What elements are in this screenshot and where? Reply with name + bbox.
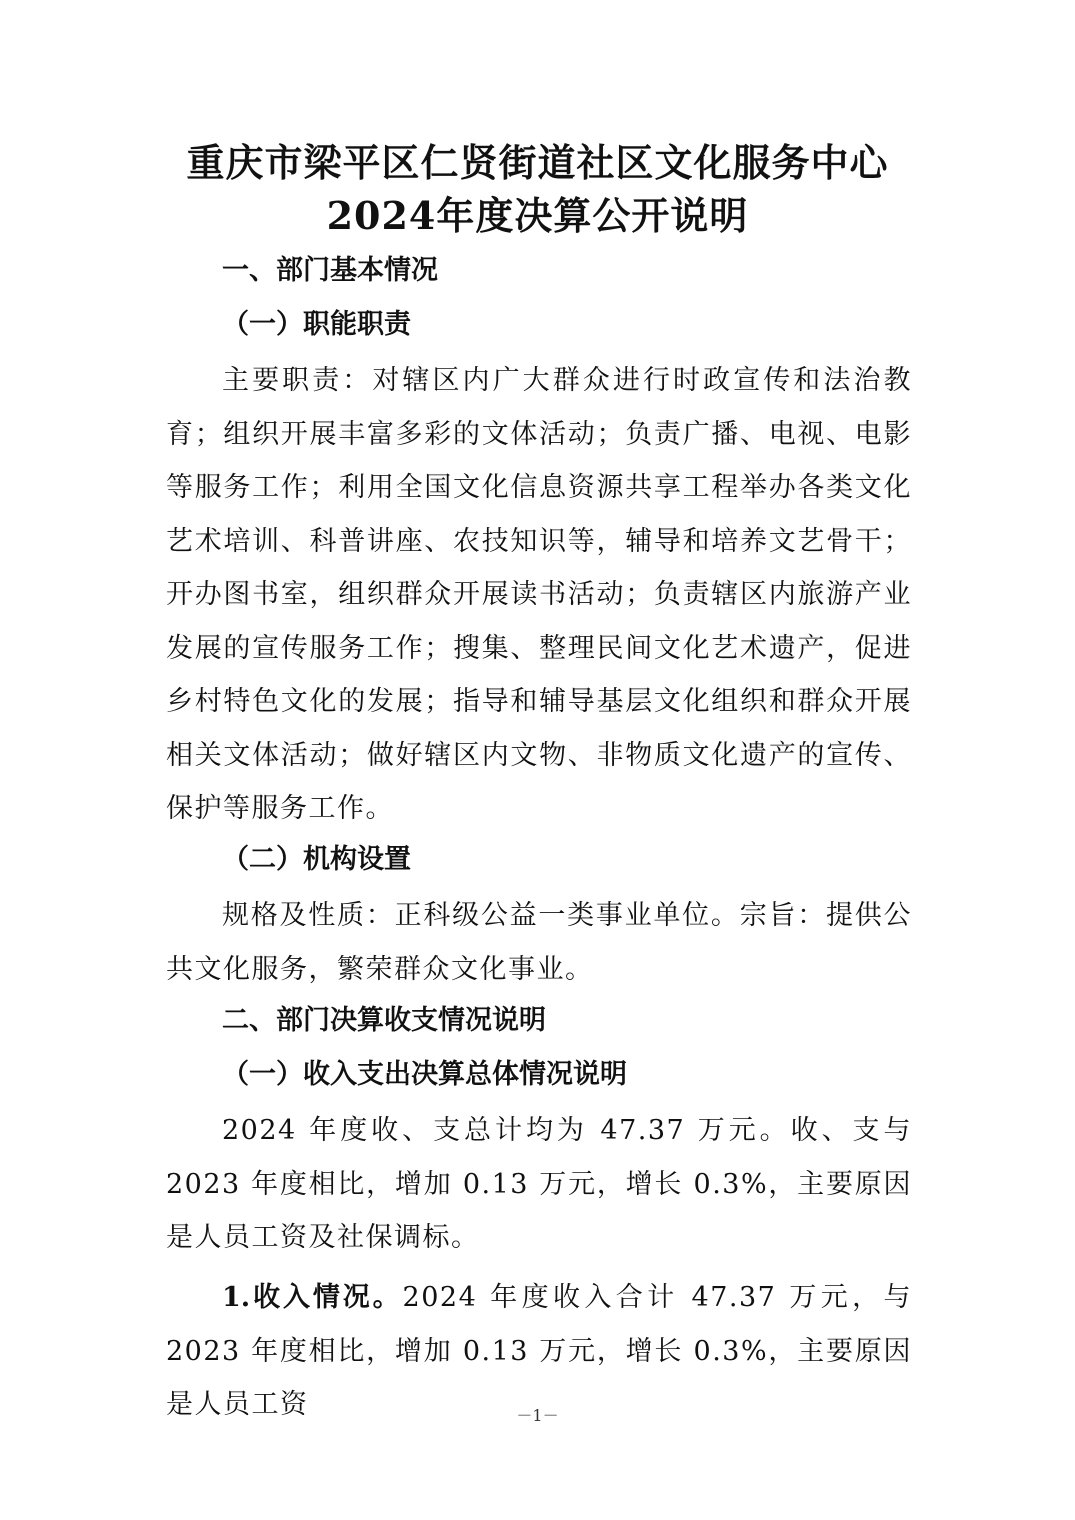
section-heading-budget: 二、部门决算收支情况说明 [222, 1005, 546, 1036]
document-title-line2: 2024年度决算公开说明 [326, 193, 749, 238]
income-label: 1.收入情况。 [222, 1282, 403, 1313]
paragraph-duties: 主要职责：对辖区内广大群众进行时政宣传和法治教育；组织开展丰富多彩的文体活动；负责广播、电视、电影等服务工作；利用全国文化信息资源共享工程举办各类文化艺术培训、科普讲座、农技知识等，辅导和培养文艺骨干；开办图书室，组织群众开展读书活动；负责辖区内旅游产业发展的宣传服务工作；搜集、整理民间文化艺术遗产，促进乡村特色文化的发展；指导和辅导基层文化组织和群众开展相关文体活动；做好辖区内文物、非物质文化遗产的宣传、保护等服务工作。 [166, 365, 912, 824]
subsection-heading-organization: （二）机构设置 [222, 844, 411, 875]
section-heading-basic-info: 一、部门基本情况 [222, 255, 438, 286]
income-text: 2024 年度收入合计 47.37 万元，与 2023 年度相比，增加 0.13 万元，增长 0.3%，主要原因是人员工资 [166, 1282, 913, 1420]
subsection-heading-overall: （一）收入支出决算总体情况说明 [222, 1059, 627, 1090]
subsection-heading-duties: （一）职能职责 [222, 309, 411, 340]
paragraph-overall: 2024 年度收、支总计均为 47.37 万元。收、支与 2023 年度相比，增加 0.13 万元，增长 0.3%，主要原因是人员工资及社保调标。 [166, 1115, 912, 1253]
document-title-line1: 重庆市梁平区仁贤街道社区文化服务中心 [186, 140, 889, 185]
page-number: －1－ [516, 1406, 559, 1425]
paragraph-organization: 规格及性质：正科级公益一类事业单位。宗旨：提供公共文化服务，繁荣群众文化事业。 [166, 900, 912, 985]
